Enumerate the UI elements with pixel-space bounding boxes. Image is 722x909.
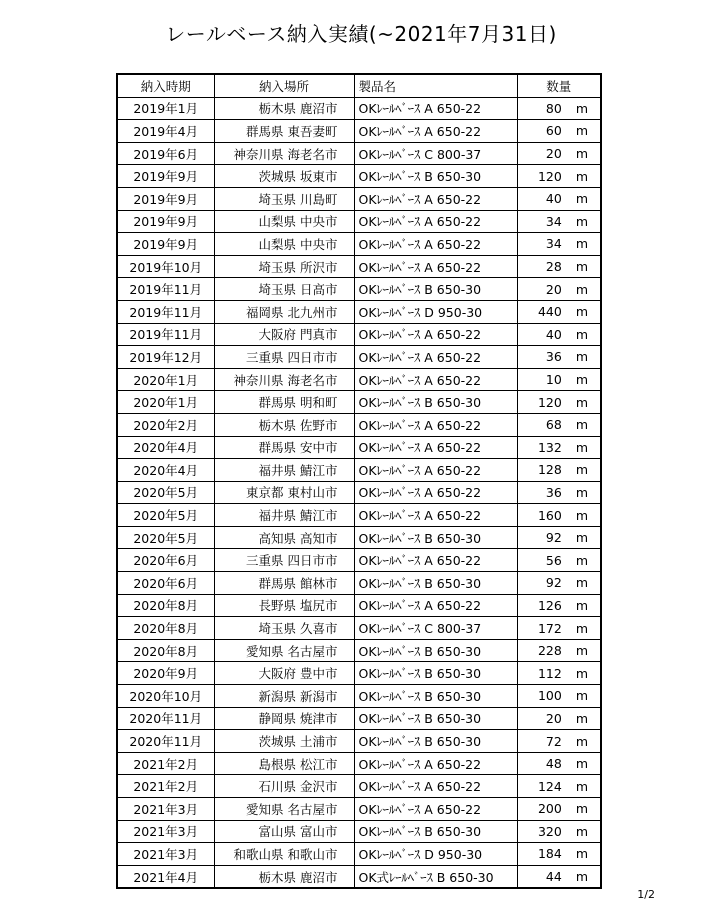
product-cell: OKﾚｰﾙﾍﾞｰｽ A 650-22 [354,504,517,527]
date-cell: 2020年4月 [117,436,214,459]
place-cell: 茨城県 坂東市 [214,165,354,188]
table-row [117,549,601,572]
quantity-value: 120 [537,394,562,410]
table-row [117,639,601,662]
table-row [117,120,601,143]
quantity-cell [517,436,601,459]
date-cell: 2019年11月 [117,300,214,323]
date-cell: 2020年1月 [117,368,214,391]
product-cell: OKﾚｰﾙﾍﾞｰｽ A 650-22 [354,210,517,233]
product-cell: OKﾚｰﾙﾍﾞｰｽ B 650-30 [354,391,517,414]
quantity-cell [517,346,601,369]
table-row [117,436,601,459]
product-cell: OKﾚｰﾙﾍﾞｰｽ A 650-22 [354,436,517,459]
quantity-cell [517,865,601,888]
column-header-date: 納入時期 [117,74,214,97]
quantity-unit: m [575,213,588,229]
product-cell: OKﾚｰﾙﾍﾞｰｽ B 650-30 [354,685,517,708]
quantity-unit: m [575,778,588,794]
product-cell: OKﾚｰﾙﾍﾞｰｽ A 650-22 [354,798,517,821]
date-cell: 2020年2月 [117,413,214,436]
quantity-unit: m [575,507,588,523]
quantity-value: 160 [537,507,562,523]
quantity-cell [517,662,601,685]
product-cell: OKﾚｰﾙﾍﾞｰｽ A 650-22 [354,233,517,256]
date-cell: 2020年5月 [117,526,214,549]
place-cell: 福井県 鯖江市 [214,459,354,482]
place-cell: 新潟県 新潟市 [214,685,354,708]
quantity-value: 184 [537,846,562,862]
quantity-unit: m [575,801,588,817]
quantity-value: 20 [545,281,562,297]
quantity-unit: m [575,846,588,862]
quantity-unit: m [575,372,588,388]
quantity-cell [517,639,601,662]
quantity-unit: m [575,326,588,342]
quantity-unit: m [575,484,588,500]
quantity-value: 10 [545,372,562,388]
date-cell: 2020年8月 [117,617,214,640]
table-row [117,865,601,888]
table-row [117,798,601,821]
quantity-value: 20 [545,710,562,726]
date-cell: 2020年8月 [117,594,214,617]
quantity-value: 34 [545,213,562,229]
quantity-unit: m [575,597,588,613]
quantity-value: 40 [545,326,562,342]
table-row [117,572,601,595]
quantity-cell [517,120,601,143]
quantity-value: 36 [545,349,562,365]
quantity-unit: m [575,439,588,455]
quantity-value: 228 [537,643,562,659]
place-cell: 和歌山県 和歌山市 [214,843,354,866]
product-cell: OKﾚｰﾙﾍﾞｰｽ D 950-30 [354,300,517,323]
quantity-unit: m [575,394,588,410]
table-row [117,504,601,527]
table-row [117,278,601,301]
quantity-value: 128 [537,462,562,478]
date-cell: 2021年3月 [117,820,214,843]
table-row [117,187,601,210]
place-cell: 三重県 四日市市 [214,549,354,572]
quantity-cell [517,775,601,798]
date-cell: 2019年4月 [117,120,214,143]
place-cell: 神奈川県 海老名市 [214,142,354,165]
quantity-cell [517,730,601,753]
quantity-cell [517,368,601,391]
date-cell: 2021年4月 [117,865,214,888]
quantity-value: 20 [545,146,562,162]
date-cell: 2021年3月 [117,798,214,821]
product-cell: OKﾚｰﾙﾍﾞｰｽ B 650-30 [354,278,517,301]
quantity-cell [517,97,601,120]
date-cell: 2020年1月 [117,391,214,414]
quantity-cell [517,617,601,640]
quantity-cell [517,459,601,482]
quantity-unit: m [575,417,588,433]
product-cell: OKﾚｰﾙﾍﾞｰｽ A 650-22 [354,775,517,798]
quantity-cell [517,210,601,233]
table-row [117,300,601,323]
quantity-cell [517,843,601,866]
place-cell: 三重県 四日市市 [214,346,354,369]
date-cell: 2020年5月 [117,504,214,527]
quantity-value: 60 [545,123,562,139]
date-cell: 2020年4月 [117,459,214,482]
quantity-unit: m [575,688,588,704]
date-cell: 2020年11月 [117,707,214,730]
product-cell: OK式ﾚｰﾙﾍﾞｰｽ B 650-30 [354,865,517,888]
place-cell: 山梨県 中央市 [214,210,354,233]
place-cell: 高知県 高知市 [214,526,354,549]
product-cell: OKﾚｰﾙﾍﾞｰｽ D 950-30 [354,843,517,866]
table-row [117,594,601,617]
quantity-value: 120 [537,168,562,184]
product-cell: OKﾚｰﾙﾍﾞｰｽ B 650-30 [354,820,517,843]
date-cell: 2021年2月 [117,752,214,775]
date-cell: 2021年2月 [117,775,214,798]
place-cell: 山梨県 中央市 [214,233,354,256]
quantity-unit: m [575,530,588,546]
column-header-product: 製品名 [354,74,517,97]
table-row [117,210,601,233]
product-cell: OKﾚｰﾙﾍﾞｰｽ C 800-37 [354,617,517,640]
product-cell: OKﾚｰﾙﾍﾞｰｽ B 650-30 [354,662,517,685]
quantity-unit: m [575,349,588,365]
quantity-cell [517,142,601,165]
quantity-value: 126 [537,597,562,613]
quantity-cell [517,278,601,301]
product-cell: OKﾚｰﾙﾍﾞｰｽ A 650-22 [354,481,517,504]
table-row [117,368,601,391]
table-row [117,775,601,798]
quantity-cell [517,572,601,595]
product-cell: OKﾚｰﾙﾍﾞｰｽ A 650-22 [354,413,517,436]
place-cell: 栃木県 鹿沼市 [214,97,354,120]
date-cell: 2019年11月 [117,323,214,346]
date-cell: 2021年3月 [117,843,214,866]
quantity-cell [517,798,601,821]
table-row [117,413,601,436]
quantity-unit: m [575,643,588,659]
place-cell: 静岡県 焼津市 [214,707,354,730]
product-cell: OKﾚｰﾙﾍﾞｰｽ B 650-30 [354,639,517,662]
table-row [117,685,601,708]
table-row [117,843,601,866]
table-row [117,707,601,730]
place-cell: 群馬県 館林市 [214,572,354,595]
product-cell: OKﾚｰﾙﾍﾞｰｽ A 650-22 [354,368,517,391]
date-cell: 2019年9月 [117,210,214,233]
product-cell: OKﾚｰﾙﾍﾞｰｽ A 650-22 [354,752,517,775]
quantity-cell [517,391,601,414]
place-cell: 埼玉県 久喜市 [214,617,354,640]
quantity-cell [517,549,601,572]
quantity-cell [517,323,601,346]
table-row [117,142,601,165]
quantity-unit: m [575,756,588,772]
quantity-value: 92 [545,530,562,546]
table-row [117,617,601,640]
quantity-unit: m [575,100,588,116]
place-cell: 埼玉県 川島町 [214,187,354,210]
place-cell: 富山県 富山市 [214,820,354,843]
table-row [117,97,601,120]
date-cell: 2019年1月 [117,97,214,120]
table-row [117,730,601,753]
place-cell: 大阪府 豊中市 [214,662,354,685]
table-row [117,391,601,414]
quantity-cell [517,481,601,504]
place-cell: 埼玉県 日高市 [214,278,354,301]
quantity-unit: m [575,710,588,726]
place-cell: 大阪府 門真市 [214,323,354,346]
place-cell: 長野県 塩尻市 [214,594,354,617]
quantity-cell [517,752,601,775]
quantity-value: 28 [545,259,562,275]
product-cell: OKﾚｰﾙﾍﾞｰｽ A 650-22 [354,255,517,278]
place-cell: 東京都 東村山市 [214,481,354,504]
quantity-value: 80 [545,100,562,116]
place-cell: 福井県 鯖江市 [214,504,354,527]
quantity-value: 40 [545,191,562,207]
quantity-unit: m [575,462,588,478]
place-cell: 群馬県 東吾妻町 [214,120,354,143]
quantity-unit: m [575,259,588,275]
quantity-unit: m [575,823,588,839]
date-cell: 2020年11月 [117,730,214,753]
place-cell: 群馬県 明和町 [214,391,354,414]
place-cell: 石川県 金沢市 [214,775,354,798]
quantity-cell [517,504,601,527]
quantity-unit: m [575,733,588,749]
date-cell: 2019年9月 [117,165,214,188]
quantity-value: 34 [545,236,562,252]
quantity-value: 112 [537,665,562,681]
product-cell: OKﾚｰﾙﾍﾞｰｽ A 650-22 [354,323,517,346]
date-cell: 2019年10月 [117,255,214,278]
table-row [117,459,601,482]
quantity-value: 92 [545,575,562,591]
product-cell: OKﾚｰﾙﾍﾞｰｽ C 800-37 [354,142,517,165]
quantity-value: 200 [537,801,562,817]
place-cell: 栃木県 佐野市 [214,413,354,436]
table-body [117,97,601,888]
table-row [117,233,601,256]
date-cell: 2019年9月 [117,187,214,210]
quantity-value: 124 [537,778,562,794]
date-cell: 2019年11月 [117,278,214,301]
date-cell: 2019年12月 [117,346,214,369]
quantity-cell [517,300,601,323]
quantity-value: 132 [537,439,562,455]
quantity-unit: m [575,281,588,297]
product-cell: OKﾚｰﾙﾍﾞｰｽ B 650-30 [354,165,517,188]
quantity-cell [517,526,601,549]
quantity-unit: m [575,869,588,885]
place-cell: 福岡県 北九州市 [214,300,354,323]
quantity-unit: m [575,236,588,252]
quantity-value: 44 [545,869,562,885]
date-cell: 2019年6月 [117,142,214,165]
table-row [117,526,601,549]
product-cell: OKﾚｰﾙﾍﾞｰｽ B 650-30 [354,707,517,730]
quantity-cell [517,707,601,730]
quantity-value: 36 [545,484,562,500]
quantity-value: 100 [537,688,562,704]
quantity-value: 320 [537,823,562,839]
quantity-cell [517,187,601,210]
date-cell: 2020年6月 [117,549,214,572]
quantity-cell [517,165,601,188]
place-cell: 埼玉県 所沢市 [214,255,354,278]
delivery-records-table [116,73,602,889]
product-cell: OKﾚｰﾙﾍﾞｰｽ B 650-30 [354,526,517,549]
table-row [117,481,601,504]
date-cell: 2020年10月 [117,685,214,708]
product-cell: OKﾚｰﾙﾍﾞｰｽ A 650-22 [354,97,517,120]
quantity-unit: m [575,146,588,162]
column-header-place: 納入場所 [214,74,354,97]
quantity-unit: m [575,575,588,591]
place-cell: 島根県 松江市 [214,752,354,775]
place-cell: 愛知県 名古屋市 [214,798,354,821]
quantity-unit: m [575,620,588,636]
table-row [117,662,601,685]
place-cell: 群馬県 安中市 [214,436,354,459]
place-cell: 栃木県 鹿沼市 [214,865,354,888]
table-row [117,346,601,369]
quantity-cell [517,413,601,436]
table-row [117,255,601,278]
quantity-unit: m [575,123,588,139]
quantity-cell [517,255,601,278]
quantity-value: 48 [545,756,562,772]
place-cell: 茨城県 土浦市 [214,730,354,753]
quantity-unit: m [575,665,588,681]
product-cell: OKﾚｰﾙﾍﾞｰｽ A 650-22 [354,187,517,210]
product-cell: OKﾚｰﾙﾍﾞｰｽ A 650-22 [354,549,517,572]
table-row [117,820,601,843]
quantity-unit: m [575,191,588,207]
quantity-value: 68 [545,417,562,433]
quantity-cell [517,820,601,843]
quantity-value: 72 [545,733,562,749]
quantity-unit: m [575,168,588,184]
date-cell: 2020年9月 [117,662,214,685]
quantity-cell [517,685,601,708]
product-cell: OKﾚｰﾙﾍﾞｰｽ A 650-22 [354,346,517,369]
date-cell: 2020年6月 [117,572,214,595]
column-header-quantity: 数量 [517,74,601,97]
page-title: レールベース納入実績(~2021年7月31日) [165,22,557,46]
date-cell: 2019年9月 [117,233,214,256]
product-cell: OKﾚｰﾙﾍﾞｰｽ A 650-22 [354,120,517,143]
quantity-value: 440 [537,304,562,320]
date-cell: 2020年5月 [117,481,214,504]
quantity-unit: m [575,304,588,320]
table-header-row [117,74,601,97]
table-row [117,323,601,346]
quantity-value: 56 [545,552,562,568]
quantity-cell [517,594,601,617]
product-cell: OKﾚｰﾙﾍﾞｰｽ B 650-30 [354,730,517,753]
place-cell: 愛知県 名古屋市 [214,639,354,662]
quantity-cell [517,233,601,256]
product-cell: OKﾚｰﾙﾍﾞｰｽ A 650-22 [354,459,517,482]
place-cell: 神奈川県 海老名市 [214,368,354,391]
quantity-value: 172 [537,620,562,636]
product-cell: OKﾚｰﾙﾍﾞｰｽ A 650-22 [354,594,517,617]
date-cell: 2020年8月 [117,639,214,662]
product-cell: OKﾚｰﾙﾍﾞｰｽ B 650-30 [354,572,517,595]
table-row [117,165,601,188]
quantity-unit: m [575,552,588,568]
table-row [117,752,601,775]
page-number: 1/2 [637,888,655,901]
